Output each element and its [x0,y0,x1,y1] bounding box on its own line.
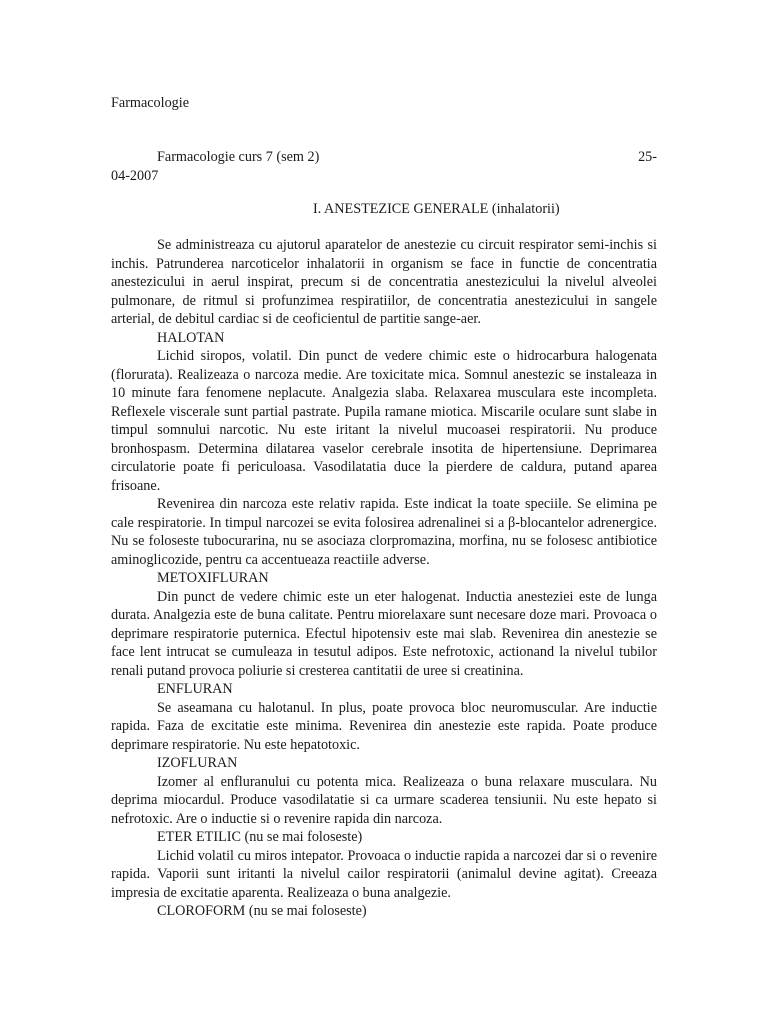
drug-heading: ETER ETILIC (nu se mai foloseste) [157,829,363,845]
page-header: Farmacologie [111,95,190,111]
section-title: I. ANESTEZICE GENERALE (inhalatorii) [313,201,560,217]
document-body [111,236,657,921]
paragraph: Se administreaza cu ajutorul aparatelor de anestezie cu circuit respirator semi-inchis si inchis. Patrunderea narcoticelor inhalatorii in organism se face in functie de concentratia anestezicului in aerul inspirat, precum si de concentratia anestezicului la nivelul alveolei pulmonare, de ritmul si profunzimea respiratiilor, de concentratia anestezicului in sangele arterial, de debitul cardiac si de ceoficientul de partitie sange-aer. [111,237,657,327]
drug-heading: HALOTAN [157,329,225,346]
course-title: Farmacologie curs 7 (sem 2) [157,149,320,165]
drug-heading: CLOROFORM (nu se mai foloseste) [157,903,367,919]
course-date-part1: 25- [638,149,657,165]
paragraph: Se aseamana cu halotanul. In plus, poate provoca bloc neuromuscular. Are inductie rapida. Faza de excitatie este minima. Revenirea din anestezie este rapida. Poate produce deprimare respiratorie. Nu este hepatotoxic. [111,699,657,753]
paragraph: Izomer al enfluranului cu potenta mica. Realizeaza o buna relaxare musculara. Nu deprima miocardul. Produce vasodilatatie si ca urmare scaderea tensiunii. Nu este hepato si nefrotoxic. Are o inductie si o revenire rapida din narcoza. [111,773,657,827]
paragraph: Din punct de vedere chimic este un eter halogenat. Inductia anesteziei este de lunga durata. Analgezia este de buna calitate. Pentru miorelaxare sunt necesare doze mari. Provoaca o deprimare respiratorie puternica. Efectul hipotensiv este mai slab. Revenirea din anestezie se face lent intrucat se cumuleaza in tesutul adipos. Este nefrotoxic, actionand la nivelul tubilor renali putand provoca poliurie si cresterea cantitatii de uree si creatinina. [111,588,657,679]
drug-heading: IZOFLURAN [157,755,238,771]
paragraph: Revenirea din narcoza este relativ rapida. Este indicat la toate speciile. Se elimina pe cale respiratorie. In timpul narcozei se evita folosirea adrenalinei si a β-blocantelor adrenergice. Nu se foloseste tubocurarina, nu se asociaza clorpromazina, morfina, nu se folosesc antibiotice aminoglicozide, pentru ca accentueaza reactiile adverse. [111,496,657,568]
paragraph: Lichid volatil cu miros intepator. Provoaca o inductie rapida a narcozei dar si o revenire rapida. Vaporii sunt iritanti la nivelul cailor respiratorii (animalul devine agitat). Creeaza impresia de excitatie aparenta. Realizeaza o buna analgezie. [111,847,657,901]
course-date-part2: 04-2007 [111,167,159,184]
paragraph: Lichid siropos, volatil. Din punct de vedere chimic este o hidrocarbura halogenata (florurata). Realizeaza o narcoza medie. Are toxicitate mica. Somnul anestezic se instaleaza in 10 minute fara fenomene neplacute. Analgezia slaba. Relaxarea musculara este incompleta. Reflexele viscerale sunt partial pastrate. Pupila ramane miotica. Miscarile oculare sunt slabe in timpul somnului narcotic. Nu este iritant la nivelul mucoasei respiratorii. Nu produce bronhospasm. Determina dilatarea vaselor cerebrale insotita de hipertensiune. Deprimarea circulatorie poate fi periculoasa. Vasodilatatia duce la pierdere de caldura, putand aparea frisoane. [111,348,657,494]
drug-heading: METOXIFLURAN [157,570,269,586]
drug-heading: ENFLURAN [157,681,233,697]
